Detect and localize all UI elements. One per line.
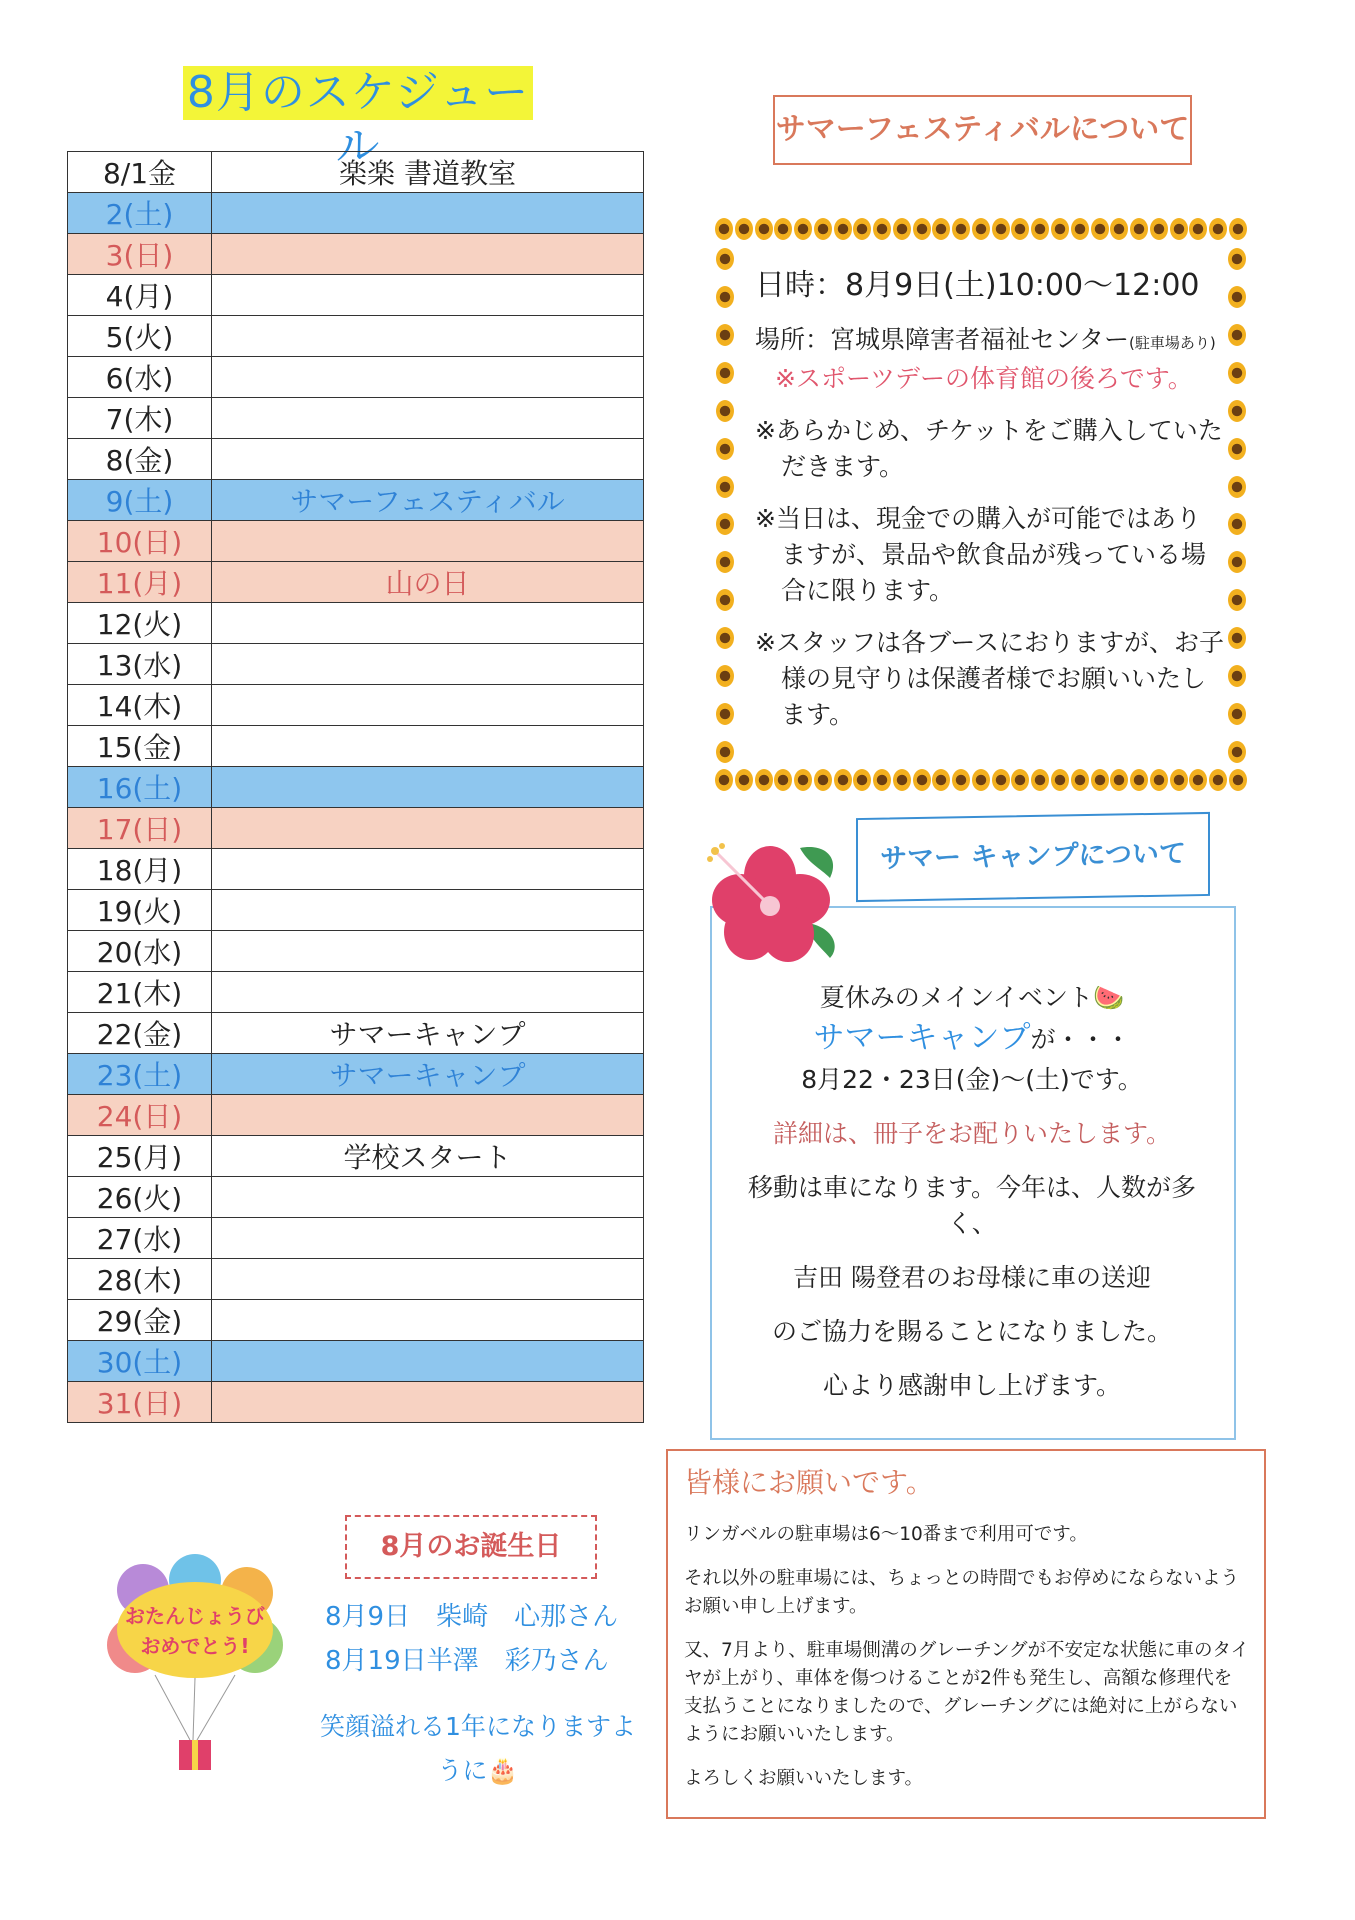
sunflower-icon xyxy=(1031,769,1049,791)
schedule-row xyxy=(68,1013,644,1054)
birthday-balloons-icon xyxy=(95,1545,295,1780)
birthday-name-1: 8月9日 柴崎 心那さん xyxy=(325,1602,619,1632)
birthday-name-2: 8月19日半澤 彩乃さん xyxy=(325,1646,609,1676)
sunflower-icon xyxy=(1130,769,1148,791)
sunflower-icon xyxy=(1228,248,1246,270)
schedule-row xyxy=(68,398,644,439)
schedule-date: 24(日) xyxy=(68,1095,212,1136)
sunflower-icon xyxy=(794,218,812,240)
schedule-row xyxy=(68,1341,644,1382)
sunflower-icon xyxy=(1031,218,1049,240)
sunflower-icon xyxy=(716,589,734,611)
schedule-row xyxy=(68,767,644,808)
schedule-event xyxy=(212,193,644,234)
schedule-row xyxy=(68,890,644,931)
schedule-date: 30(土) xyxy=(68,1341,212,1382)
sunflower-icon xyxy=(1209,769,1227,791)
sunflower-icon xyxy=(716,703,734,725)
schedule-event xyxy=(212,1218,644,1259)
schedule-date: 20(水) xyxy=(68,931,212,972)
hibiscus-icon xyxy=(690,828,850,973)
schedule-event xyxy=(212,644,644,685)
sunflower-icon xyxy=(715,769,733,791)
schedule-date: 9(土) xyxy=(68,480,212,521)
sunflower-icon xyxy=(992,769,1010,791)
camp-line-5: 移動は車になります。今年は、人数が多く、 xyxy=(747,1173,1196,1238)
schedule-row xyxy=(68,275,644,316)
sunflower-icon xyxy=(716,438,734,460)
schedule-date: 17(日) xyxy=(68,808,212,849)
camp-heading: サマー キャンプについて xyxy=(856,812,1210,902)
schedule-date: 21(木) xyxy=(68,972,212,1013)
schedule-row xyxy=(68,234,644,275)
sunflower-icon xyxy=(1228,286,1246,308)
schedule-date: 31(日) xyxy=(68,1382,212,1423)
sunflower-icon xyxy=(1228,438,1246,460)
schedule-event xyxy=(212,1341,644,1382)
schedule-date: 25(月) xyxy=(68,1136,212,1177)
sunflower-icon xyxy=(1130,218,1148,240)
camp-line-8: 心より感謝申し上げます。 xyxy=(822,1371,1121,1400)
schedule-row xyxy=(68,562,644,603)
request-paragraph: それ以外の駐車場には、ちょっとの時間でもお停めにならないようお願い申し上げます。 xyxy=(684,1568,1240,1617)
sunflower-icon xyxy=(1051,218,1069,240)
sunflower-icon xyxy=(834,769,852,791)
schedule-date: 15(金) xyxy=(68,726,212,767)
sunflower-icon xyxy=(735,218,753,240)
schedule-row xyxy=(68,316,644,357)
sunflower-icon xyxy=(992,218,1010,240)
sunflower-icon xyxy=(932,769,950,791)
request-box xyxy=(666,1449,1266,1819)
schedule-event xyxy=(212,972,644,1013)
schedule-event: 楽楽 書道教室 xyxy=(212,152,644,193)
schedule-event xyxy=(212,726,644,767)
sunflower-icon xyxy=(853,218,871,240)
sunflower-icon xyxy=(814,218,832,240)
festival-heading: サマーフェスティバルについて xyxy=(773,95,1192,165)
schedule-date: 14(木) xyxy=(68,685,212,726)
sunflower-icon xyxy=(1071,218,1089,240)
sunflower-icon xyxy=(716,400,734,422)
sunflower-icon xyxy=(913,218,931,240)
sunflower-icon xyxy=(1228,513,1246,535)
schedule-row xyxy=(68,1218,644,1259)
sunflower-icon xyxy=(716,362,734,384)
sunflower-icon xyxy=(1170,769,1188,791)
camp-line-6: 吉田 陽登君のお母様に車の送迎 xyxy=(793,1263,1151,1292)
festival-datetime: 日時：8月9日(土)10:00～12:00 xyxy=(755,268,1200,303)
sunflower-icon xyxy=(1228,476,1246,498)
schedule-row xyxy=(68,685,644,726)
schedule-date: 19(火) xyxy=(68,890,212,931)
schedule-event xyxy=(212,398,644,439)
sunflower-icon xyxy=(1228,551,1246,573)
schedule-row xyxy=(68,726,644,767)
schedule-row xyxy=(68,1382,644,1423)
sunflower-icon xyxy=(1170,218,1188,240)
schedule-event xyxy=(212,357,644,398)
sunflower-icon xyxy=(1228,703,1246,725)
sunflower-icon xyxy=(1229,218,1247,240)
camp-line-2-rest: が・・・ xyxy=(1030,1025,1131,1054)
schedule-date: 22(金) xyxy=(68,1013,212,1054)
sunflower-icon xyxy=(1091,218,1109,240)
schedule-date: 8/1金 xyxy=(68,152,212,193)
schedule-row xyxy=(68,439,644,480)
camp-box xyxy=(710,906,1236,1440)
schedule-event xyxy=(212,521,644,562)
schedule-event xyxy=(212,316,644,357)
schedule-date: 18(月) xyxy=(68,849,212,890)
sunflower-border-top xyxy=(715,218,1247,242)
camp-line-1: 夏休みのメインイベント🍉 xyxy=(819,983,1125,1012)
birthday-heading: 8月のお誕生日 xyxy=(345,1515,597,1579)
sunflower-icon xyxy=(1071,769,1089,791)
sunflower-icon xyxy=(1228,589,1246,611)
schedule-date: 7(木) xyxy=(68,398,212,439)
festival-place-text: 場所：宮城県障害者福祉センター xyxy=(755,325,1130,354)
schedule-row xyxy=(68,1300,644,1341)
schedule-event: サマーキャンプ xyxy=(212,1013,644,1054)
sunflower-icon xyxy=(913,769,931,791)
sunflower-icon xyxy=(1150,218,1168,240)
schedule-date: 13(水) xyxy=(68,644,212,685)
schedule-event xyxy=(212,1259,644,1300)
sunflower-icon xyxy=(972,769,990,791)
sunflower-icon xyxy=(873,769,891,791)
schedule-date: 29(金) xyxy=(68,1300,212,1341)
schedule-event xyxy=(212,849,644,890)
schedule-table xyxy=(67,151,644,1423)
sunflower-icon xyxy=(1110,769,1128,791)
schedule-event xyxy=(212,1300,644,1341)
svg-text:おめでとう!: おめでとう! xyxy=(140,1634,250,1658)
sunflower-icon xyxy=(716,476,734,498)
schedule-event xyxy=(212,767,644,808)
sunflower-icon xyxy=(716,627,734,649)
schedule-row xyxy=(68,1259,644,1300)
schedule-row xyxy=(68,1177,644,1218)
sunflower-icon xyxy=(952,769,970,791)
schedule-event: サマーフェスティバル xyxy=(212,480,644,521)
schedule-date: 8(金) xyxy=(68,439,212,480)
schedule-event xyxy=(212,603,644,644)
schedule-row xyxy=(68,1136,644,1177)
schedule-row xyxy=(68,808,644,849)
sunflower-border-left xyxy=(715,248,735,763)
sunflower-icon xyxy=(873,218,891,240)
schedule-date: 4(月) xyxy=(68,275,212,316)
schedule-date: 23(土) xyxy=(68,1054,212,1095)
schedule-row xyxy=(68,480,644,521)
sunflower-icon xyxy=(1229,769,1247,791)
sunflower-icon xyxy=(1051,769,1069,791)
sunflower-icon xyxy=(735,769,753,791)
schedule-row xyxy=(68,1095,644,1136)
schedule-date: 12(火) xyxy=(68,603,212,644)
camp-line-7: のご協力を賜ることになりました。 xyxy=(771,1317,1172,1346)
sunflower-icon xyxy=(1150,769,1168,791)
festival-place xyxy=(755,322,1225,361)
sunflower-icon xyxy=(1228,400,1246,422)
schedule-row xyxy=(68,849,644,890)
sunflower-icon xyxy=(794,769,812,791)
sunflower-icon xyxy=(1228,362,1246,384)
sunflower-icon xyxy=(893,769,911,791)
sunflower-icon xyxy=(952,218,970,240)
sunflower-icon xyxy=(814,769,832,791)
schedule-event: 学校スタート xyxy=(212,1136,644,1177)
sunflower-icon xyxy=(716,286,734,308)
sunflower-icon xyxy=(1189,769,1207,791)
camp-name: サマーキャンプ xyxy=(813,1020,1031,1056)
sunflower-icon xyxy=(834,218,852,240)
schedule-event xyxy=(212,439,644,480)
schedule-row xyxy=(68,931,644,972)
schedule-date: 3(日) xyxy=(68,234,212,275)
sunflower-icon xyxy=(716,324,734,346)
schedule-event: 山の日 xyxy=(212,562,644,603)
schedule-event xyxy=(212,1382,644,1423)
camp-line-2 xyxy=(732,1020,1212,1058)
sunflower-icon xyxy=(1110,218,1128,240)
request-heading: 皆様にお願いです。 xyxy=(684,1466,934,1499)
festival-note-3: ※スタッフは各ブースにおりますが、お子様の見守りは保護者様でお願いいたします。 xyxy=(755,628,1224,729)
schedule-date: 5(火) xyxy=(68,316,212,357)
schedule-event xyxy=(212,808,644,849)
festival-note-2: ※当日は、現金での購入が可能ではありますが、景品や飲食品が残っている場合に限ります。 xyxy=(755,504,1207,605)
request-body xyxy=(684,1521,1250,1809)
schedule-event xyxy=(212,931,644,972)
schedule-date: 6(水) xyxy=(68,357,212,398)
schedule-row xyxy=(68,972,644,1013)
festival-box xyxy=(715,218,1247,793)
schedule-event xyxy=(212,275,644,316)
festival-place-note: (駐車場あり) xyxy=(1129,334,1216,352)
sunflower-icon xyxy=(1189,218,1207,240)
schedule-event: サマーキャンプ xyxy=(212,1054,644,1095)
sunflower-icon xyxy=(1011,218,1029,240)
schedule-date: 11(月) xyxy=(68,562,212,603)
sunflower-icon xyxy=(1011,769,1029,791)
sunflower-icon xyxy=(716,513,734,535)
sunflower-icon xyxy=(1228,665,1246,687)
schedule-row xyxy=(68,521,644,562)
sunflower-border-right xyxy=(1227,248,1247,763)
sunflower-icon xyxy=(1209,218,1227,240)
schedule-event xyxy=(212,890,644,931)
schedule-event xyxy=(212,1095,644,1136)
sunflower-icon xyxy=(1228,324,1246,346)
schedule-row xyxy=(68,1054,644,1095)
schedule-event xyxy=(212,685,644,726)
schedule-date: 10(日) xyxy=(68,521,212,562)
sunflower-icon xyxy=(755,769,773,791)
schedule-title: 8月のスケジュール xyxy=(183,66,533,120)
sunflower-icon xyxy=(716,551,734,573)
festival-content xyxy=(755,268,1225,733)
request-paragraph: よろしくお願いいたします。 xyxy=(684,1768,924,1789)
schedule-date: 16(土) xyxy=(68,767,212,808)
svg-text:おたんじょうび: おたんじょうび xyxy=(125,1604,265,1628)
sunflower-icon xyxy=(755,218,773,240)
festival-place-red: ※スポーツデーの体育館の後ろです。 xyxy=(775,364,1193,393)
sunflower-icon xyxy=(893,218,911,240)
schedule-date: 28(木) xyxy=(68,1259,212,1300)
sunflower-icon xyxy=(716,665,734,687)
schedule-row xyxy=(68,193,644,234)
schedule-date: 27(水) xyxy=(68,1218,212,1259)
sunflower-icon xyxy=(853,769,871,791)
schedule-row xyxy=(68,644,644,685)
sunflower-icon xyxy=(716,248,734,270)
camp-line-3: 8月22・23日(金)～(土)です。 xyxy=(801,1065,1143,1094)
schedule-row xyxy=(68,152,644,193)
sunflower-icon xyxy=(774,769,792,791)
schedule-row xyxy=(68,603,644,644)
schedule-date: 26(火) xyxy=(68,1177,212,1218)
sunflower-icon xyxy=(1228,741,1246,763)
sunflower-icon xyxy=(932,218,950,240)
request-paragraph: リンガベルの駐車場は6～10番まで利用可です。 xyxy=(684,1524,1088,1545)
sunflower-icon xyxy=(972,218,990,240)
camp-line-4: 詳細は、冊子をお配りいたします。 xyxy=(772,1119,1171,1148)
schedule-row xyxy=(68,357,644,398)
camp-content xyxy=(732,980,1212,1422)
sunflower-icon xyxy=(1228,627,1246,649)
sunflower-border-bottom xyxy=(715,769,1247,793)
request-paragraph: 又、7月より、駐車場側溝のグレーチングが不安定な状態に車のタイヤが上がり、車体を傷つけることが2件も発生し、高額な修理代を支払うことになりましたので、グレーチングには絶対に上がらないようにお願いいたします。 xyxy=(684,1640,1250,1745)
festival-note-1: ※あらかじめ、チケットをご購入していただきます。 xyxy=(755,416,1223,481)
sunflower-icon xyxy=(774,218,792,240)
schedule-event xyxy=(212,1177,644,1218)
birthday-names xyxy=(325,1595,645,1683)
birthday-message: 笑顔溢れる1年になりますように🎂 xyxy=(320,1712,636,1785)
sunflower-icon xyxy=(1091,769,1109,791)
schedule-date: 2(土) xyxy=(68,193,212,234)
schedule-event xyxy=(212,234,644,275)
sunflower-icon xyxy=(716,741,734,763)
sunflower-icon xyxy=(715,218,733,240)
